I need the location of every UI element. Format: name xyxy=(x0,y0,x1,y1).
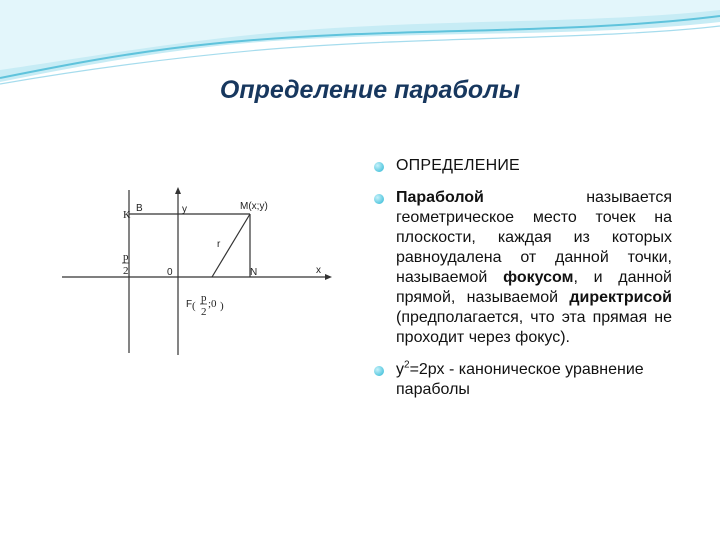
definition-part-2: , и данной прямой, называемой xyxy=(396,269,672,306)
term-parabola: Параболой xyxy=(396,189,484,206)
label-p-directrix: p xyxy=(123,251,129,263)
label-F-zero: ;0 xyxy=(208,298,217,310)
label-F-2: 2 xyxy=(201,306,207,318)
label-x: x xyxy=(316,265,321,276)
bullet-circle-icon xyxy=(374,366,384,376)
label-K: К xyxy=(123,209,131,221)
x-axis-arrow xyxy=(325,274,332,280)
label-r: r xyxy=(217,239,221,250)
bullet-circle-icon xyxy=(374,194,384,204)
label-2-directrix: 2 xyxy=(123,265,129,277)
bullet-circle-icon xyxy=(374,162,384,172)
definition-part-3: (предполагается, что эта прямая не проходит через фокус). xyxy=(396,309,672,346)
term-directrix: директрисой xyxy=(569,289,672,306)
label-F-p: p xyxy=(201,292,207,304)
label-y: y xyxy=(182,204,187,215)
bullet-definition-text xyxy=(370,188,672,348)
bullet-list xyxy=(370,156,672,412)
label-M: M(x;y) xyxy=(240,201,268,212)
bullet-definition-heading xyxy=(370,156,672,176)
equation-exponent: 2 xyxy=(404,359,410,371)
definition-heading: ОПРЕДЕЛЕНИЕ xyxy=(396,157,520,174)
equation-y: у xyxy=(396,361,404,378)
equation-rest: =2рх - каноническое уравнение параболы xyxy=(396,361,644,398)
label-F-paren-close: ) xyxy=(220,300,224,312)
label-origin: 0 xyxy=(167,267,173,278)
y-axis-arrow xyxy=(175,187,181,194)
definition-part-1: называется геометрическое место точек на плоскости, каждая из которых равноудалена от данной точки, называемой xyxy=(396,189,672,286)
term-focus: фокусом xyxy=(503,269,574,286)
label-N: N xyxy=(250,267,258,278)
label-B: B xyxy=(136,203,143,214)
slide-title: Определение параболы xyxy=(219,76,521,104)
label-F-paren-open: ( xyxy=(192,300,196,312)
parabola-diagram xyxy=(60,185,335,360)
bullet-canonical-equation xyxy=(370,360,672,400)
label-F: F xyxy=(186,299,193,310)
